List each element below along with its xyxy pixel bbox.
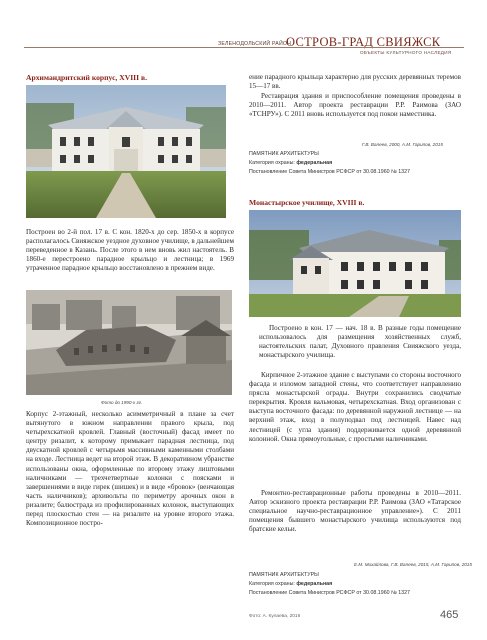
header-rule (24, 47, 464, 48)
section-heading-archimandrite: Архимандритский корпус, XVIII в. (26, 73, 147, 82)
paragraph-restoration: Реставрация здания и приспособление помещения проведены в 2010—2011. Автор проекта реставрации Р.Р. Раимова (ЗАО «ТСНРУ»). С 2011 вновь используется под покои наместника. (249, 92, 461, 119)
header-region: ЗЕЛЕНОДОЛЬСКИЙ РАЙОН (218, 41, 292, 47)
paragraph-school-description: Кирпичное 2-этажное здание с выступами со стороны восточного фасада и изломом западной стены, что соответствует направлению прясла монастырской ограды. Внутри сохранились сводчатые перекрытия. Кровля вальмовая, четырехскатная. Вход организован с выступа восточного фасада: по деревянной наружной лестнице — на верхний этаж, вход в полуподвал под лестницей. Навес над лестницей (с угла здания) поддерживается одной деревянной колонной. Окна прямоугольные, с простыми наличниками. (249, 371, 461, 443)
page-number: 465 (440, 609, 459, 621)
monument-info-2 (249, 571, 461, 597)
paragraph-porch-continued: ение парадного крыльца характерно для русских деревянных теремов 15—17 вв. (249, 73, 461, 91)
paragraph-school-restoration: Ремонтно-реставрационные работы проведены в 2010—2011. Автор эскизного проекта реставрации Р.Р. Раимова (ЗАО «Татарское специальное научно-реставрационное управление»). С 2011 помещения бывшего монастырского училища используются под братские кельи. (249, 489, 461, 534)
footer-photo-credit: Фото: А. Кулаева, 2016 (249, 614, 301, 619)
credit-authors-2: Е.М. Михайлова, Г.В. Валеев, 2015, А.М. Гарипов, 2015 (354, 562, 472, 567)
header-title: ОСТРОВ-ГРАД СВИЯЖСК (286, 35, 441, 49)
header-subtitle: ОБЪЕКТЫ КУЛЬТУРНОГО НАСЛЕДИЯ (360, 50, 452, 55)
protection-category: Категория охраны: федеральная (249, 159, 333, 166)
decree-reference: Постановление Совета Министров РСФСР от 30.08.1960 № 1327 (249, 168, 411, 175)
decree-reference: Постановление Совета Министров РСФСР от 30.08.1960 № 1327 (249, 589, 411, 596)
section-heading-school: Монастырское училище, XVIII в. (249, 198, 365, 207)
monument-type: ПАМЯТНИК АРХИТЕКТУРЫ (249, 151, 319, 157)
paragraph-school-history: Построено в кон. 17 — нач. 18 в. В разные годы помещение использовалось для размещения хозяйственных служб, настоятельских палат, Духовного правления Свияжского уезда, монастырского училища. (259, 324, 461, 360)
paragraph-archimandrite-history: Построен во 2-й пол. 17 в. С кон. 1820-х до сер. 1850-х в корпусе располагалось Свияжское уездное духовное училище, в дальнейшем переведенное в Казань. После этого в нем вновь жил настоятель. В 1860-е перестроено парадное крыльцо и лестница; в 1969 утраченное парадное крыльцо восстановлено в прежнем виде. (26, 228, 234, 273)
monument-type: ПАМЯТНИК АРХИТЕКТУРЫ (249, 572, 319, 578)
photo-historic-archive (26, 290, 232, 395)
photo-archimandrite-building (26, 85, 226, 218)
photo-monastery-school (249, 210, 461, 317)
photo-caption-historic: Фото до 1990-х гг. (101, 400, 143, 405)
paragraph-archimandrite-description: Корпус 2-этажный, несколько асимметричный в плане за счет вытянутого в южном направлении правого крыла, под четырехскатной кровлей. Главный (восточный) фасад имеет по центру ризалит, к которому примыкает парадная лестница, под двускатной кровлей с четырьмя массивными каменными столбами на входе. Лестница ведет на второй этаж. В декоративном убранстве использованы окна, оформленные по второму этажу лиштовыми наличниками — трехчетвертные колонки с поясками и завершениями в виде гирек (шишек) и в виде «бровок» (венчающая часть наличников); архивольты по периметру арочных окон в ризалите; балюстрада из профилированных колонок, выступающих перед плоскостью стен — на ризалите на уровне второго этажа. Композиционное постро- (26, 410, 234, 528)
monument-info-1 (249, 150, 461, 176)
protection-category: Категория охраны: федеральная (249, 580, 333, 587)
credit-authors-1: Г.В. Валеев, 2000, А.М. Гарипов, 2015 (362, 142, 443, 147)
